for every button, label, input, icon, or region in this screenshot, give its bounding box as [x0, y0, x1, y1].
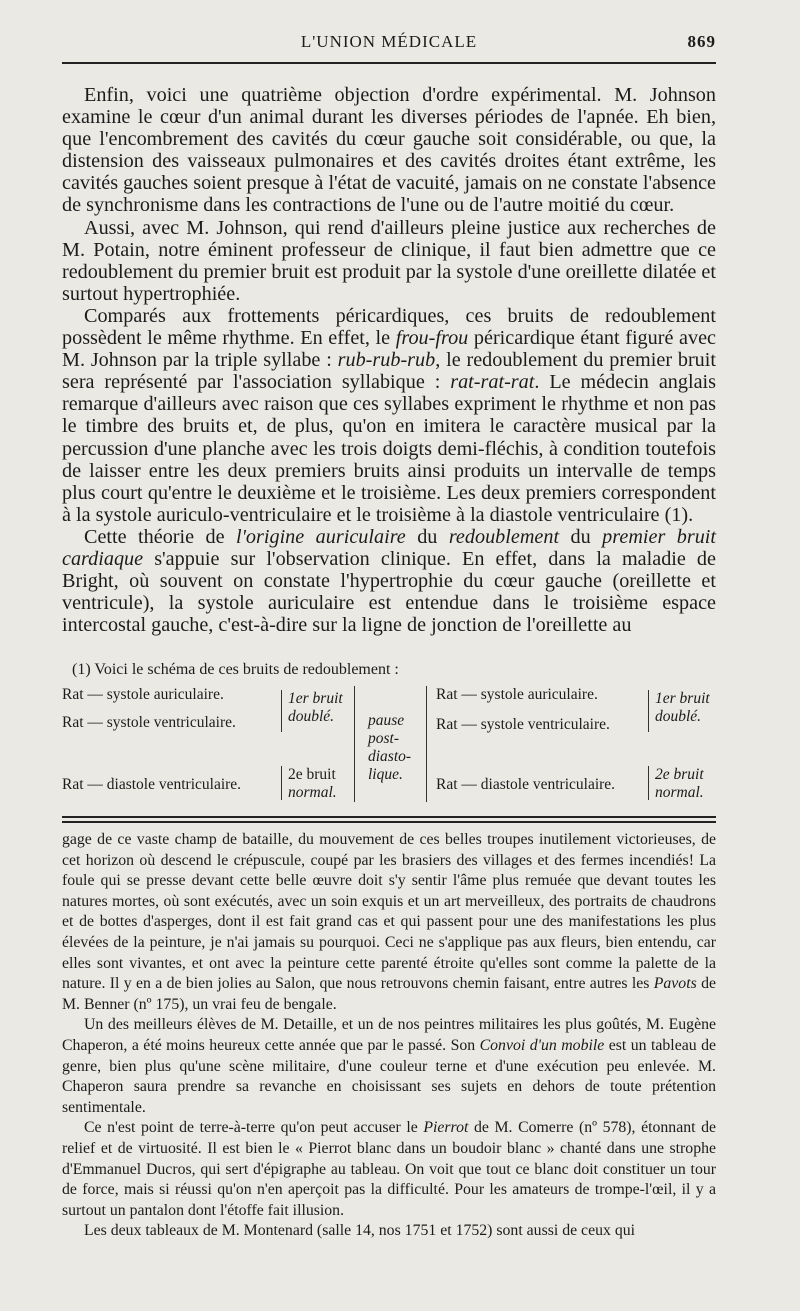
brace: [281, 766, 282, 800]
page-number: 869: [687, 32, 716, 51]
paragraph: Enfin, voici une quatrième objection d'ordre expérimental. M. Johnson examine le cœur d'un animal durant les diverses périodes de l'apnée. Eh bien, que l'encombrement des cavités du cœur gauche soit considérable, ou que, la distension des vaisseaux pulmonaires et des cavités droites étant extrême, les cavités gauches soient presque à l'état de vacuité, jamais on ne constate l'absence de synchronisme dans les contractions de l'une ou de l'autre moitié du cœur.: [62, 84, 716, 217]
schema-left-b2b: normal.: [288, 784, 337, 801]
page-header: [62, 28, 716, 56]
schema-left-b1a: 1er bruit: [288, 690, 343, 707]
schema-middle-2: post-: [368, 730, 399, 747]
brace: [648, 690, 649, 732]
paragraph: Comparés aux frottements péricardiques, ces bruits de redoublement possèdent le même rhythme. En effet, le frou-frou péricardique étant figuré avec M. Johnson par la triple syllabe : rub-rub-rub, le redoublement du premier bruit sera représenté par l'association syllabique : rat-rat-rat. Le médecin anglais remarque d'ailleurs avec raison que ces syllabes expriment le rhythme et non pas le timbre des bruits et, de plus, qu'on en imitera le caractère musical par la percussion d'une planche avec les trois doigts demi-fléchis, à condition toutefois de laisser entre les deux premiers bruits ainsi produits un intervalle de temps plus court qu'entre le deuxième et le troisième. Les deux premiers correspondent à la systole auriculo-ventriculaire et le troisième à la diastole ventriculaire (1).: [62, 304, 716, 526]
brace: [354, 686, 355, 802]
brace: [648, 766, 649, 800]
brace: [281, 690, 282, 732]
schema-right-row3: Rat — diastole ventriculaire.: [436, 776, 616, 793]
header-rule: [62, 62, 716, 64]
brace: [426, 686, 427, 802]
feuilleton-rule-top: [62, 816, 716, 818]
paragraph: Ce n'est point de terre-à-terre qu'on peut accuser le Pierrot de M. Comerre (nº 578), étonnant de relief et de virtuosité. Il est bien le « Pierrot blanc dans un boudoir blanc » chanté dans une strophe d'Emmanuel Ducros, qui sert d'épigraphe au tableau. On voit que tout ce blanc doit constituer un tour de force, mais si réussi qu'on n'en aperçoit pas la difficulté. Pour les amateurs de trompe-l'œil, il y a surtout un pantalon dont l'étoffe fait illusion.: [62, 1119, 716, 1219]
footnote-intro: (1) Voici le schéma de ces bruits de redoublement :: [72, 661, 399, 678]
schema-right-b1a: 1er bruit: [655, 690, 710, 707]
footnote: [62, 660, 716, 680]
schema-left-row2: Rat — systole ventriculaire.: [62, 714, 236, 731]
paragraph: Cette théorie de l'origine auriculaire du redoublement du premier bruit cardiaque s'appuie sur l'observation clinique. En effet, dans la maladie de Bright, où souvent on constate l'hypertrophie du cœur gauche (oreillette et ventricule), la systole auriculaire est entendue dans le troisième espace intercostal gauche, c'est-à-dire sur la ligne de jonction de l'oreillette au: [62, 525, 717, 637]
schema-left-b2a: 2e bruit: [288, 766, 336, 783]
paragraph: Les deux tableaux de M. Montenard (salle 14, nos 1751 et 1752) sont aussi de ceux qui: [84, 1222, 636, 1240]
feuilleton-rule-bottom: [62, 821, 716, 823]
paragraph: gage de ce vaste champ de bataille, du mouvement de ces belles troupes inutilement victorieuses, de cet horizon où descend le crépuscule, coupé par les brasiers des villages et des fermes incendiés! La foule qui se presse devant cette belle œuvre doit s'y sentir l'âme plus remuée que devant toutes les natures mortes, où sont exécutés, avec un soin exquis et un art merveilleux, des portraits de chaudrons et de bottes d'asperges, dont il est fait grand cas et qui passent pour une des manifestations les plus élevées de la peinture, je n'ai jamais su pourquoi. Ceci ne s'applique pas aux fleurs, bien entendu, car elles sont vivantes, et ont avec la peinture cette parenté étroite qu'elles sont comme la palette de la nature. Il y en a de bien jolies au Salon, que nous retrouvons chemin faisant, entre autres les Pavots de M. Benner (nº 175), un vrai feu de bengale.: [62, 831, 716, 1013]
schema-left-row3: Rat — diastole ventriculaire.: [62, 776, 242, 793]
feuilleton-text: [62, 830, 716, 1242]
schema-left-row1: Rat — systole auriculaire.: [62, 686, 224, 703]
schema-middle-3: diasto-: [368, 748, 412, 765]
running-title: L'UNION MÉDICALE: [300, 32, 478, 51]
schema-right-b2a: 2e bruit: [655, 766, 704, 783]
schema-right-b1b: doublé.: [655, 708, 702, 725]
schema-middle-1: pause: [368, 712, 405, 729]
paragraph: Un des meilleurs élèves de M. Detaille, et un de nos peintres militaires les plus goûtés, M. Eugène Chaperon, a été moins heureux cette année que par le passé. Son Convoi d'un mobile est un tableau de genre, bien plus qu'une scène militaire, d'une couleur terne et d'une exécution peu enlevée. M. Chaperon saura prendre sa revanche en choisissant ses sujets en dehors de toute prétention sentimentale.: [62, 1016, 716, 1116]
schema-right-b2b: normal.: [655, 784, 704, 801]
schema-left-b1b: doublé.: [288, 708, 335, 725]
main-text: [62, 84, 716, 636]
paragraph: Aussi, avec M. Johnson, qui rend d'ailleurs pleine justice aux recherches de M. Potain, notre éminent professeur de clinique, il faut bien admettre que ce redoublement du premier bruit est produit par la systole d'une oreillette dilatée et surtout hypertrophiée.: [62, 216, 716, 305]
schema-right-row1: Rat — systole auriculaire.: [436, 686, 598, 703]
schema-right-row2: Rat — systole ventriculaire.: [436, 716, 610, 733]
rhythm-schema: [62, 684, 716, 804]
schema-middle-4: lique.: [368, 766, 403, 783]
